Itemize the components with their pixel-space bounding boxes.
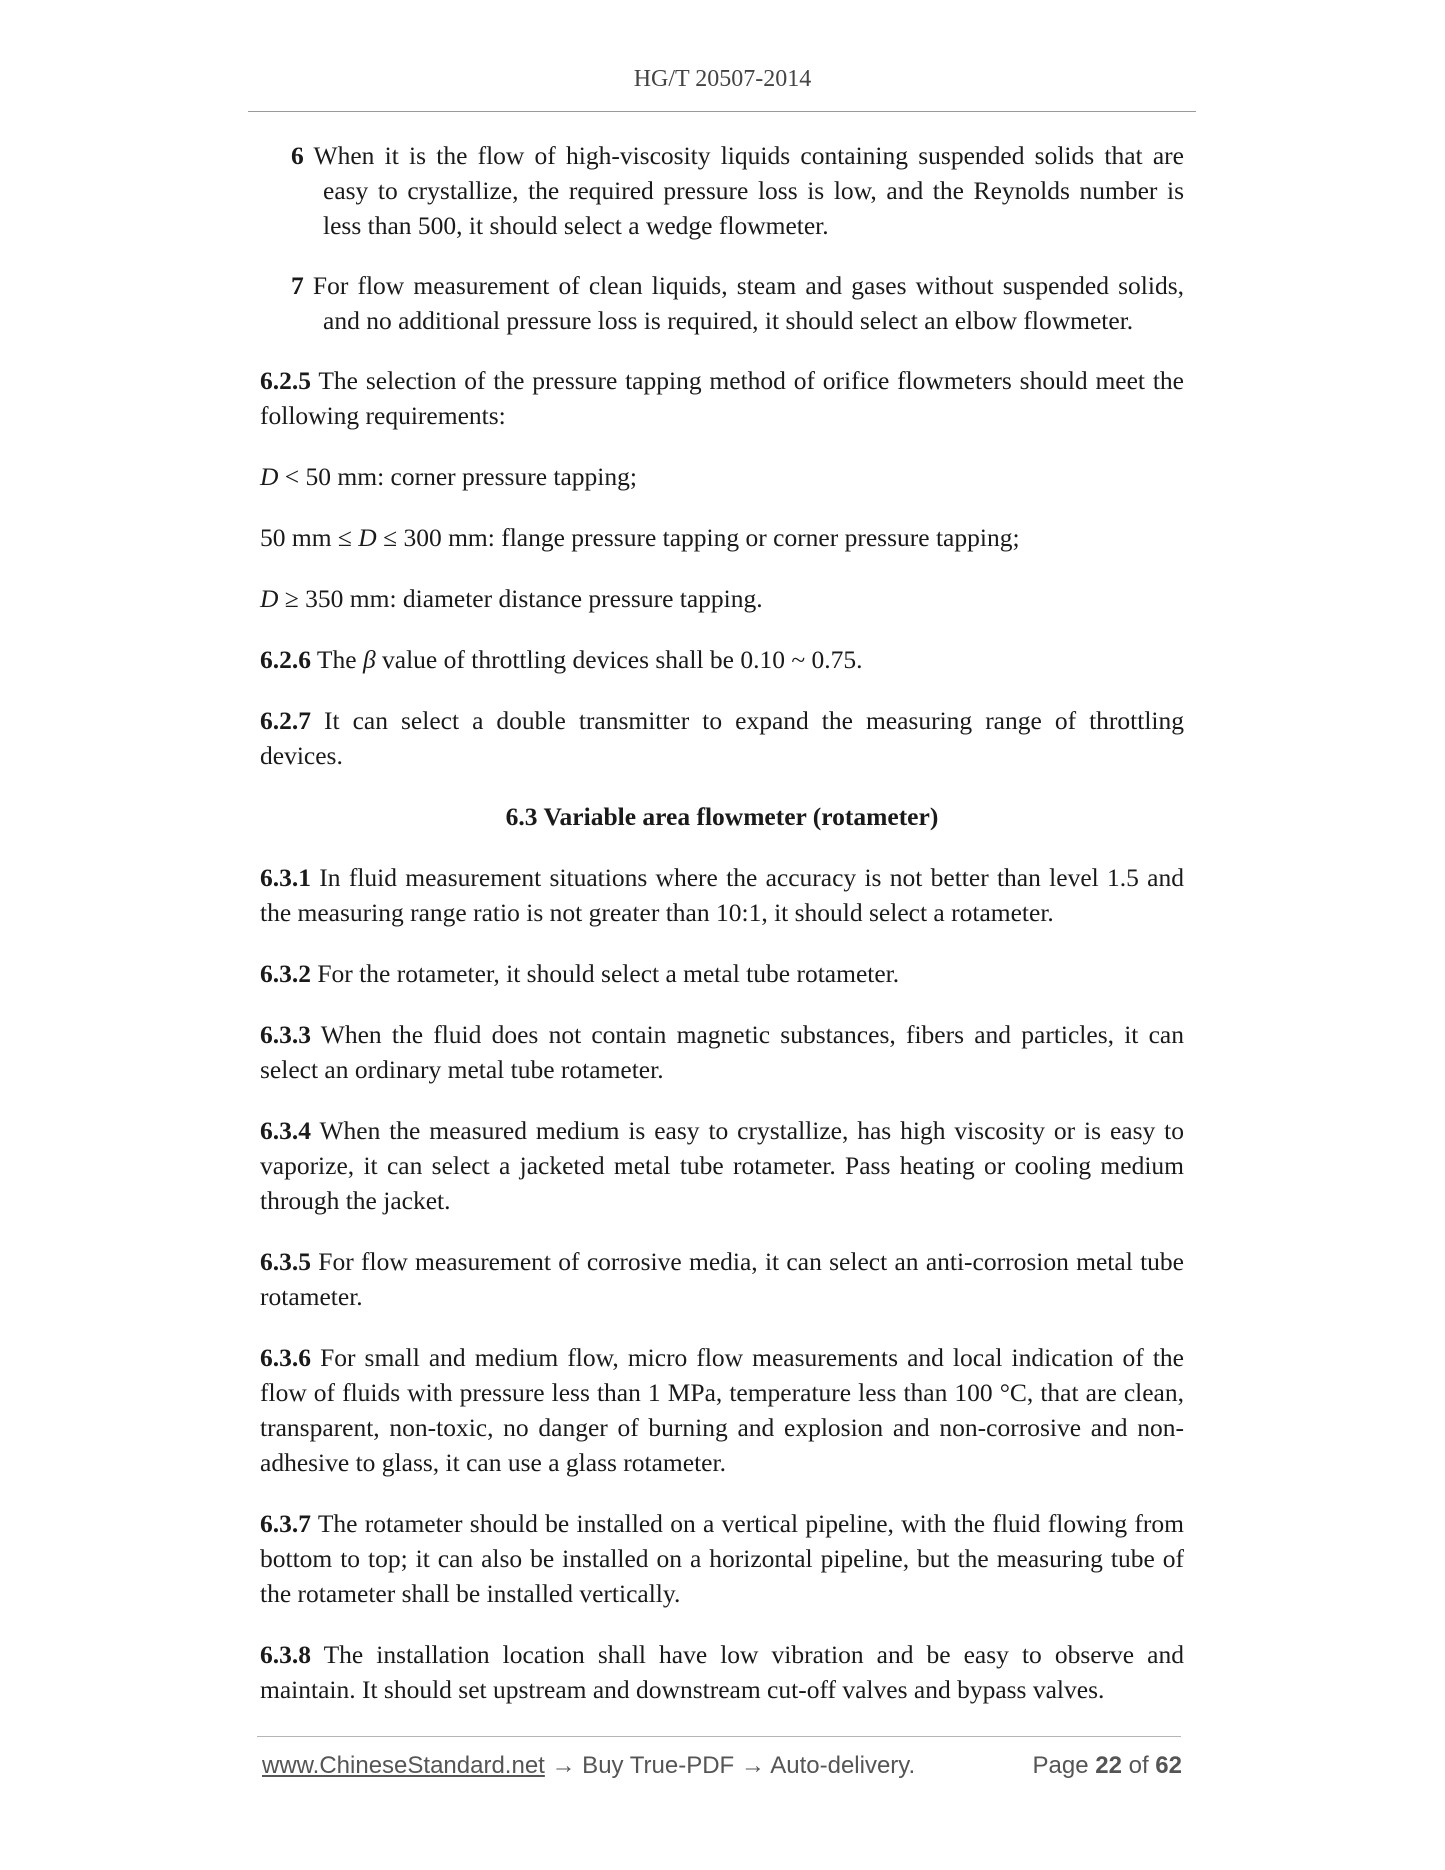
item-number: 7 [291, 271, 304, 300]
page-content [260, 138, 1184, 1733]
variable-d: D [260, 462, 279, 491]
item-number: 6 [291, 141, 304, 170]
clause-6-2-7 [260, 703, 1184, 773]
clause-number: 6.3.4 [260, 1116, 311, 1145]
page-number: 22 [1095, 1752, 1122, 1779]
clause-text: When the measured medium is easy to crystallize, has high viscosity or is easy to vaporize, it can select a jacketed metal tube rotameter. Pass heating or cooling medium through the jacket. [260, 1116, 1184, 1215]
item-text: For flow measurement of clean liquids, steam and gases without suspended solids, and no additional pressure loss is required, it should select an elbow flowmeter. [312, 271, 1184, 335]
variable-d: D [260, 584, 279, 613]
tapping-line-1 [260, 459, 1184, 494]
of-label: of [1121, 1752, 1156, 1779]
site-link[interactable]: www.ChineseStandard.net [262, 1752, 545, 1779]
item-text: When it is the flow of high-viscosity liquids containing suspended solids that are easy to crystallize, the required pressure loss is low, and the Reynolds number is less than 500, it should select a wedge flowmeter. [313, 141, 1184, 240]
tapping-text: ≥ 350 mm: diameter distance pressure tapping. [278, 584, 763, 613]
clause-6-2-6 [260, 642, 1184, 677]
page-total: 62 [1155, 1752, 1182, 1779]
clause-6-3-5 [260, 1244, 1184, 1314]
beta-symbol: β [362, 645, 376, 674]
clause-text: The installation location shall have low vibration and be easy to observe and maintain. It should set upstream and downstream cut-off valves and bypass valves. [260, 1640, 1184, 1704]
clause-text: The selection of the pressure tapping method of orifice flowmeters should meet the following requirements: [260, 366, 1184, 430]
clause-6-3-8 [260, 1637, 1184, 1707]
clause-6-3-6 [260, 1340, 1184, 1480]
clause-number: 6.2.5 [260, 366, 311, 395]
clause-number: 6.2.7 [260, 706, 311, 735]
tapping-text: < 50 mm: corner pressure tapping; [278, 462, 637, 491]
page-header: HG/T 20507-2014 [633, 66, 812, 92]
tapping-line-3 [260, 581, 1184, 616]
clause-number: 6.2.6 [260, 645, 311, 674]
header-divider [248, 111, 1196, 112]
clause-number: 6.3.7 [260, 1509, 311, 1538]
clause-text: For flow measurement of corrosive media, it can select an anti-corrosion metal tube rotameter. [260, 1247, 1184, 1311]
clause-number: 6.3.1 [260, 863, 311, 892]
clause-text: For small and medium flow, micro flow measurements and local indication of the flow of fluids with pressure less than 1 MPa, temperature less than 100 °C, that are clean, transparent, non-toxic, no danger of burning and explosion and non-corrosive and non-adhesive to glass, it can use a glass rotameter. [260, 1343, 1185, 1477]
clause-6-3-3 [260, 1017, 1184, 1087]
footer-tagline: → Buy True-PDF → Auto-delivery. [544, 1752, 916, 1779]
clause-number: 6.3.5 [260, 1247, 311, 1276]
page-label: Page [1032, 1752, 1096, 1779]
tapping-text: ≤ 300 mm: flange pressure tapping or corner pressure tapping; [376, 523, 1020, 552]
clause-6-2-5 [260, 363, 1184, 433]
list-item [260, 268, 1184, 338]
clause-text: For the rotameter, it should select a metal tube rotameter. [317, 959, 900, 988]
variable-d: D [358, 523, 377, 552]
footer-divider [257, 1736, 1181, 1737]
clause-text: The rotameter should be installed on a vertical pipeline, with the fluid flowing from bottom to top; it can also be installed on a horizontal pipeline, but the measuring tube of the rotameter shall be installed vertically. [260, 1509, 1185, 1608]
clause-number: 6.3.8 [260, 1640, 311, 1669]
clause-6-3-1 [260, 860, 1184, 930]
clause-number: 6.3.2 [260, 959, 311, 988]
section-title: 6.3 Variable area flowmeter (rotameter) [505, 802, 939, 831]
clause-6-3-2 [260, 956, 1184, 991]
footer-promo [262, 1752, 915, 1780]
list-item [260, 138, 1184, 243]
clause-text: When the fluid does not contain magnetic substances, fibers and particles, it can select an ordinary metal tube rotameter. [260, 1020, 1184, 1084]
tapping-line-2 [260, 520, 1184, 555]
tapping-prefix: 50 mm ≤ [260, 523, 359, 552]
clause-text-pre: The [316, 645, 363, 674]
clause-number: 6.3.6 [260, 1343, 311, 1372]
clause-text: It can select a double transmitter to expand the measuring range of throttling devices. [260, 706, 1185, 770]
clause-number: 6.3.3 [260, 1020, 311, 1049]
clause-text-post: value of throttling devices shall be 0.10 ~ 0.75. [375, 645, 863, 674]
clause-6-3-4 [260, 1113, 1184, 1218]
clause-6-3-7 [260, 1506, 1184, 1611]
clause-text: In fluid measurement situations where the accuracy is not better than level 1.5 and the measuring range ratio is not greater than 10:1, it should select a rotameter. [260, 863, 1185, 927]
page-indicator [1033, 1752, 1182, 1780]
